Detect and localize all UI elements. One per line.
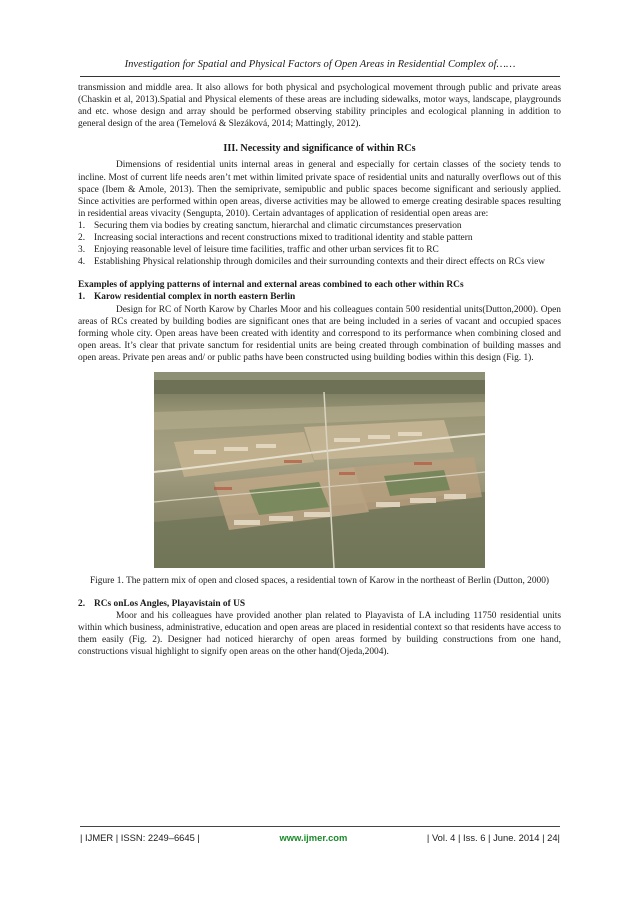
section-heading: III. Necessity and significance of within RCs bbox=[223, 143, 416, 155]
building bbox=[334, 438, 360, 442]
building bbox=[224, 447, 248, 451]
list-item-text: Increasing social interactions and recent constructions mixed to traditional identity and stable pattern bbox=[94, 233, 473, 244]
running-header: Investigation for Spatial and Physical Factors of Open Areas in Residential Complex of…… bbox=[124, 59, 516, 70]
footer-divider bbox=[80, 826, 560, 827]
roof bbox=[284, 460, 302, 463]
example-2-paragraph: Moor and his colleagues have provided another plan related to Playavista of LA including 11750 residential units within which business, administrative, education and open areas are placed in residential context so that residents have access to them easily (Fig. 2). Designer had noticed hierarchy of open areas formed by building constructions from one hand, constructions visual highlight to signify open areas on the other hand(Ojeda,2004). bbox=[78, 611, 561, 658]
roof bbox=[414, 462, 432, 465]
example-1-title-text: Karow residential complex in north eastern Berlin bbox=[94, 292, 296, 303]
list-item-number: 3. bbox=[78, 245, 86, 256]
example-1-number: 1. bbox=[78, 292, 86, 303]
building bbox=[269, 516, 293, 521]
section-paragraph: Dimensions of residential units internal areas in general and especially for certain classes of the society tends to incline. Most of current life needs aren’t met within limited private space of residential units and naturally overflows out of this space (Ibem & Amole, 2013). Then the semiprivate, semipublic and public spaces become significant and seriously applied. Since activities are performed within open areas, diverse activities may be allowed to emerge creating desirable spaces resulting in residential areas vivacity (Sengupta, 2010). Certain advantages of application of residential open areas are: bbox=[78, 160, 561, 219]
list-item-number: 2. bbox=[78, 233, 86, 244]
intro-paragraph: transmission and middle area. It also allows for both physical and psychological movement through public and private areas (Chaskin et al, 2013).Spatial and Physical elements of these areas are including sidewalks, motor ways, landscape, playgrounds and etc. whose design and array should be performed observing stability principles and ecological planning in addition to general design of the area (Temelová & Slezáková, 2014; Mattingly, 2012). bbox=[78, 83, 561, 130]
list-item-text: Enjoying reasonable level of leisure time facilities, traffic and other urban services fit to RC bbox=[94, 245, 439, 256]
page-footer bbox=[80, 832, 560, 843]
building bbox=[304, 512, 330, 517]
footer-issue-info: | Vol. 4 | Iss. 6 | June. 2014 | 24| bbox=[426, 832, 560, 843]
list-item bbox=[78, 220, 561, 232]
sky-haze bbox=[154, 372, 485, 380]
list-item-number: 1. bbox=[78, 220, 86, 231]
examples-heading: Examples of applying patterns of internal and external areas combined to each other within RCs bbox=[78, 280, 464, 291]
roof bbox=[214, 487, 232, 490]
building bbox=[376, 502, 400, 507]
building bbox=[410, 498, 436, 503]
list-item bbox=[78, 232, 561, 244]
example-1-paragraph: Design for RC of North Karow by Charles Moor and his colleagues contain 500 residential units(Dutton,2000). Open areas of RCs created by building bodies are significant ones that are being included in a series of vacant and occupied spaces forming whole city. Open areas have been created with identity and correspond to its performance when combining closed and open areas. It’s clear that private sanctum for residential units are being created through combination of building masses and open areas. Private pen areas and/ or public paths have been constructed using building bodies within this design (Fig. 1). bbox=[78, 304, 561, 363]
roof bbox=[339, 472, 355, 475]
list-item-text: Securing them via bodies by creating sanctum, hierarchal and climatic circumstances preservation bbox=[94, 220, 462, 231]
list-item-text: Establishing Physical relationship through domiciles and their surrounding contexts and their direct effects on RCs view bbox=[94, 257, 546, 268]
header-divider bbox=[80, 76, 560, 77]
building bbox=[368, 435, 390, 439]
list-item bbox=[78, 244, 561, 256]
aerial-photo-illustration bbox=[154, 372, 485, 568]
example-2-title-text: RCs onLos Angles, Playavistain of US bbox=[94, 599, 246, 610]
example-2-title bbox=[78, 598, 561, 610]
figure-caption: Figure 1. The pattern mix of open and closed spaces, a residential town of Karow in the northeast of Berlin (Dutton, 2000) bbox=[89, 575, 550, 586]
building bbox=[398, 432, 422, 436]
aerial-photo-figure bbox=[154, 372, 485, 568]
example-2-number: 2. bbox=[78, 599, 86, 610]
list-item bbox=[78, 256, 561, 268]
advantages-list bbox=[78, 220, 561, 268]
footer-website-link[interactable]: www.ijmer.com bbox=[279, 832, 348, 843]
building bbox=[256, 444, 276, 448]
example-1-title bbox=[78, 291, 561, 303]
building bbox=[234, 520, 260, 525]
list-item-number: 4. bbox=[78, 257, 86, 268]
building bbox=[444, 494, 466, 499]
article-body bbox=[78, 82, 561, 659]
footer-journal-info: | IJMER | ISSN: 2249–6645 | bbox=[80, 832, 200, 843]
building bbox=[194, 450, 216, 454]
